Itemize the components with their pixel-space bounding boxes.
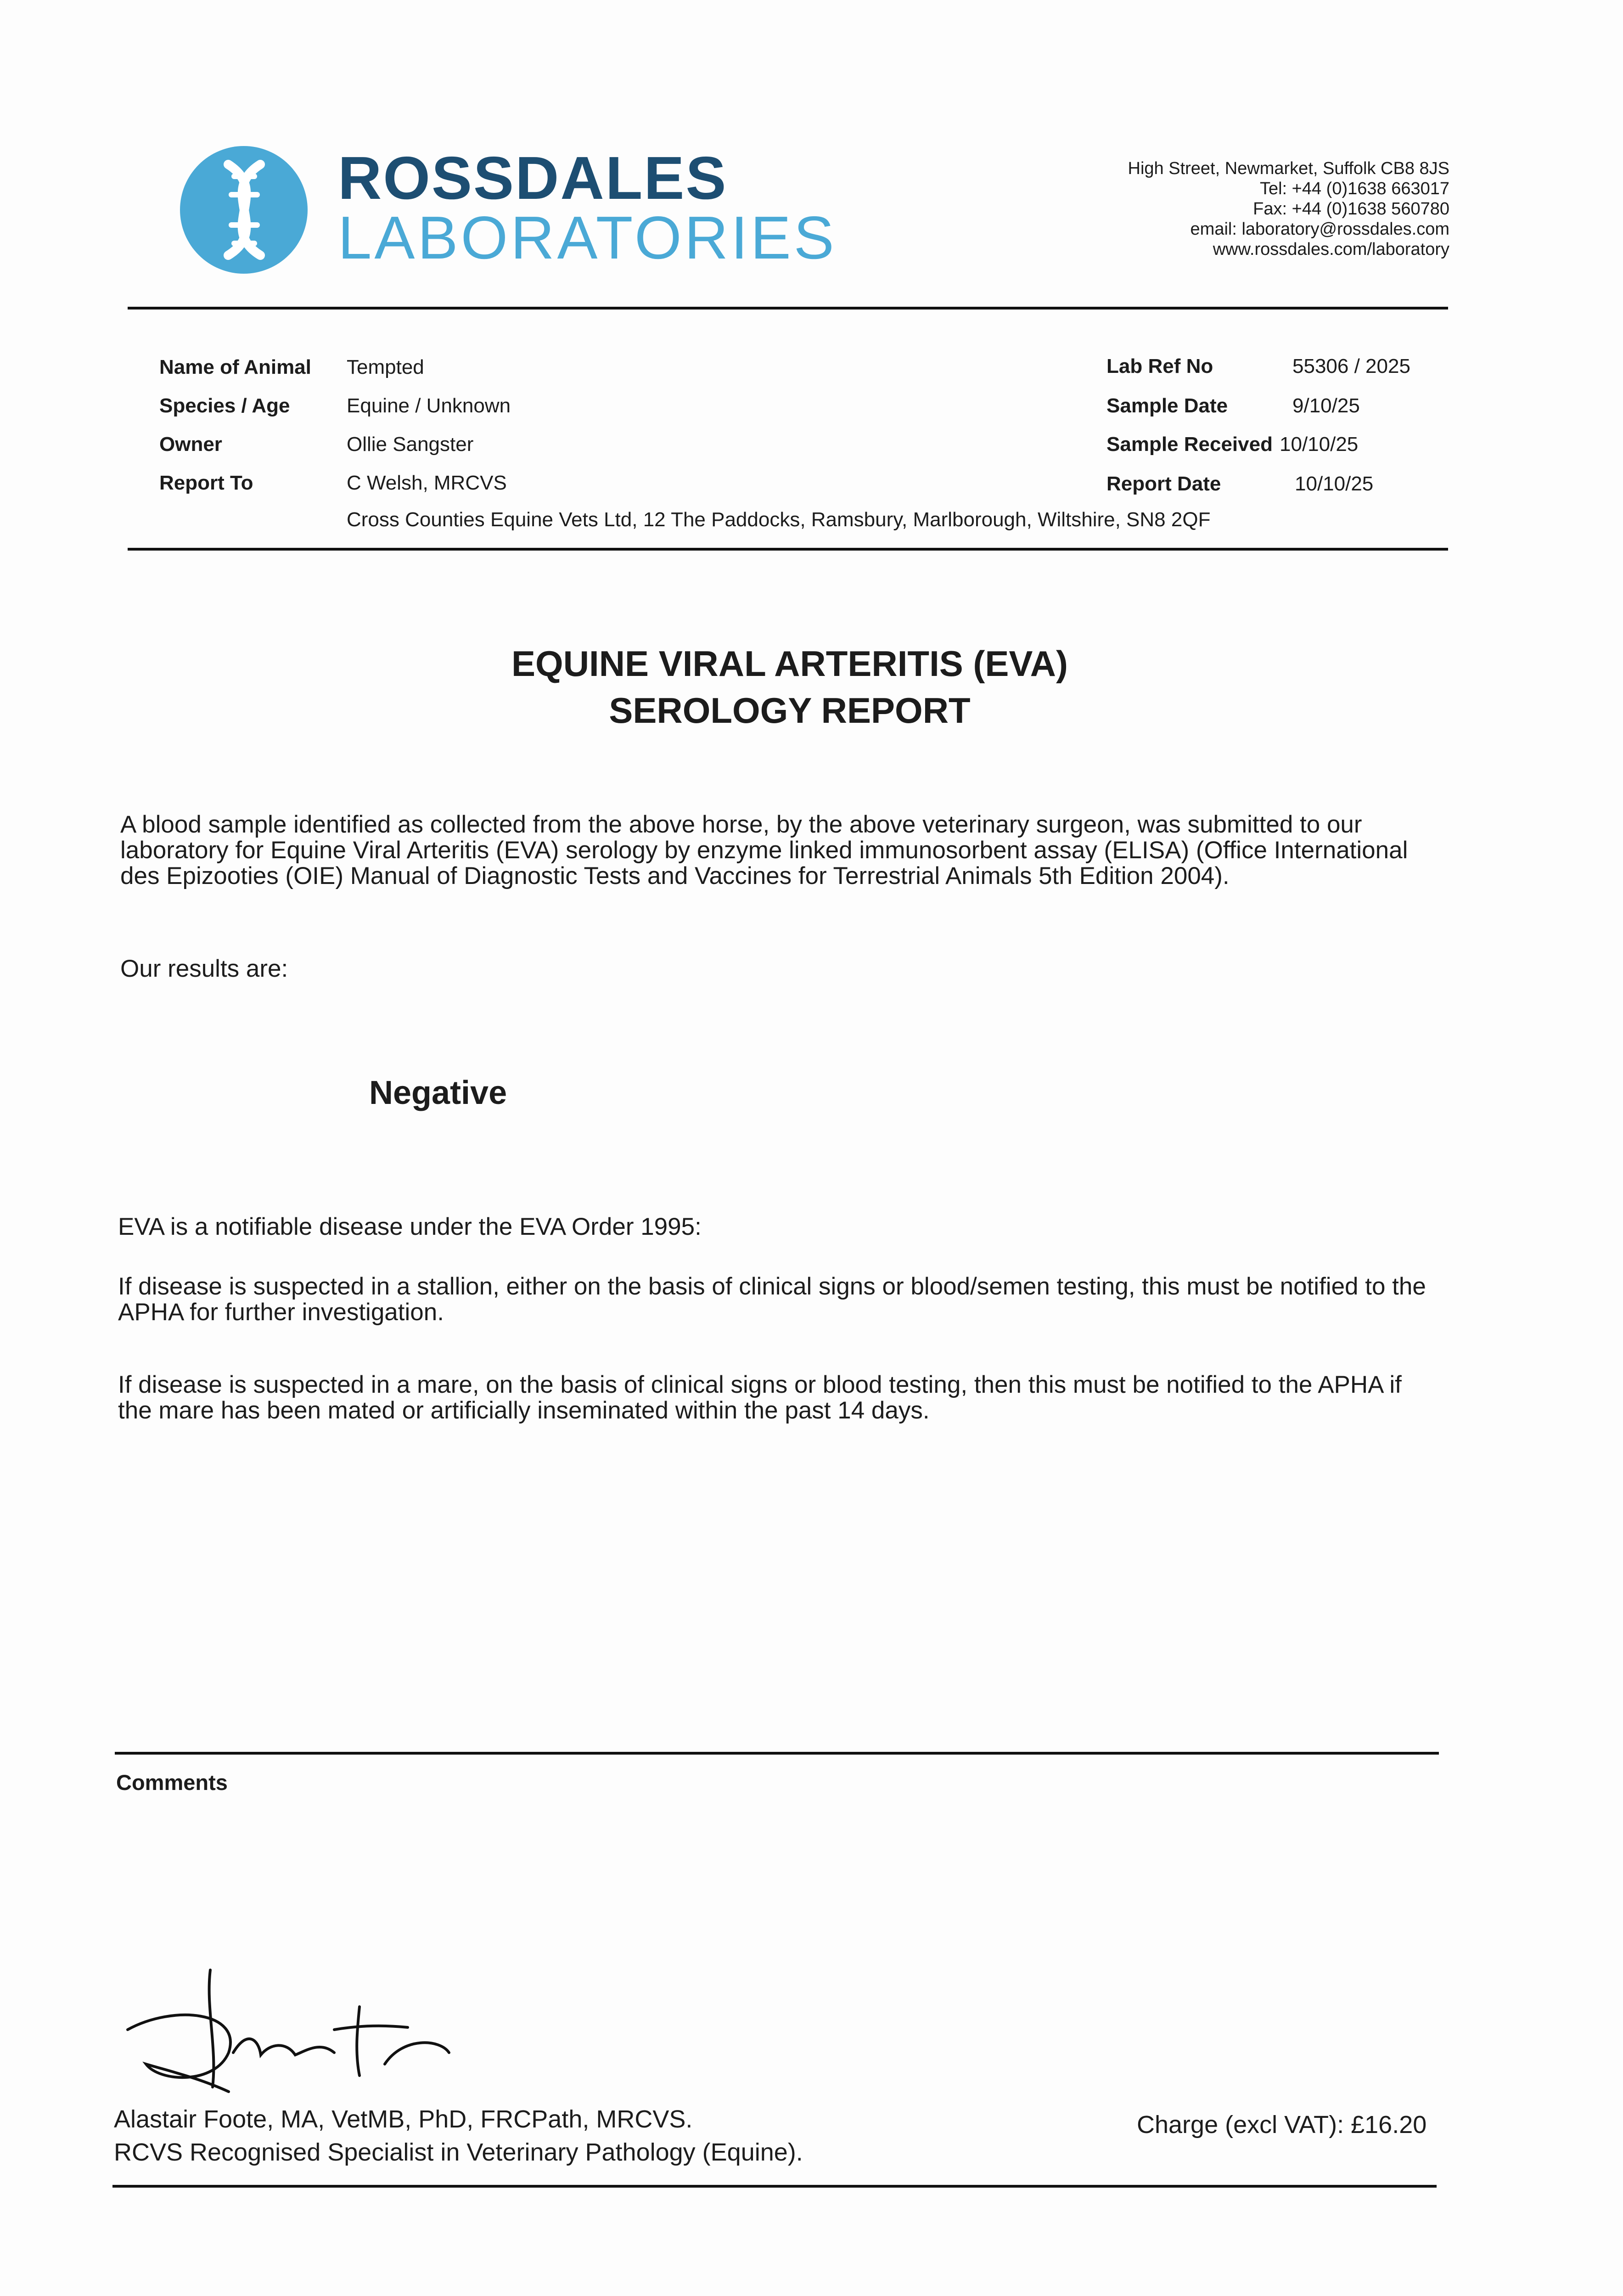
address-street: High Street, Newmarket, Suffolk CB8 8JS	[1128, 159, 1449, 178]
report-date-label: Report Date	[1106, 473, 1221, 495]
lab-address-block	[1128, 158, 1449, 259]
intro-paragraph: A blood sample identified as collected from the above horse, by the above veterinary surgeon, was submitted to our laboratory for Equine Viral Arteritis (EVA) serology by enzyme linked immunosorbent assay (ELISA) (Office International des Epizooties (OIE) Manual of Diagnostic Tests and Vaccines for Terrestrial Animals 5th Edition 2004).	[120, 811, 1408, 889]
report-title-line2: SEROLOGY REPORT	[609, 690, 971, 731]
owner-value: Ollie Sangster	[347, 433, 474, 456]
animal-name-label: Name of Animal	[159, 356, 311, 378]
mare-note: If disease is suspected in a mare, on the basis of clinical signs or blood testing, then this must be notified to the APHA if the mare has been mated or artificially inseminated within the past 14 days.	[118, 1371, 1402, 1424]
comments-label: Comments	[116, 1770, 228, 1795]
address-tel: Tel: +44 (0)1638 663017	[1259, 179, 1449, 198]
report-title-line1: EQUINE VIRAL ARTERITIS (EVA)	[511, 643, 1068, 684]
comments-divider	[115, 1752, 1439, 1755]
sample-date-value: 9/10/25	[1292, 394, 1360, 417]
notifiable-statement: EVA is a notifiable disease under the EVA Order 1995:	[118, 1213, 702, 1240]
results-intro: Our results are:	[120, 955, 288, 982]
sample-date-label: Sample Date	[1106, 394, 1228, 417]
footer-divider	[112, 2185, 1437, 2188]
stallion-note: If disease is suspected in a stallion, either on the basis of clinical signs or blood/semen testing, this must be notified to the APHA for further investigation.	[118, 1273, 1426, 1326]
sample-received-value: 10/10/25	[1280, 433, 1359, 456]
charge-amount: Charge (excl VAT): £16.20	[1137, 2111, 1427, 2138]
logo-wordmark-laboratories: LABORATORIES	[338, 204, 837, 271]
sample-received-label: Sample Received	[1106, 433, 1273, 456]
lab-ref-label: Lab Ref No	[1106, 355, 1213, 377]
address-email: email: laboratory@rossdales.com	[1190, 219, 1449, 239]
logo-wordmark-rossdales: ROSSDALES	[338, 144, 728, 212]
animal-name-value: Tempted	[347, 356, 424, 378]
lab-ref-value: 55306 / 2025	[1292, 355, 1410, 377]
dna-helix-icon	[180, 146, 308, 274]
signatory-name: Alastair Foote, MA, VetMB, PhD, FRCPath, MRCVS.	[114, 2105, 693, 2133]
test-result: Negative	[369, 1075, 507, 1111]
signatory-specialism: RCVS Recognised Specialist in Veterinary Pathology (Equine).	[114, 2138, 803, 2166]
species-age-label: Species / Age	[159, 394, 290, 417]
address-website: www.rossdales.com/laboratory	[1213, 240, 1449, 259]
species-age-value: Equine / Unknown	[347, 394, 511, 417]
owner-label: Owner	[159, 433, 222, 456]
address-fax: Fax: +44 (0)1638 560780	[1253, 199, 1449, 219]
report-to-value: C Welsh, MRCVS	[347, 472, 507, 494]
report-to-address: Cross Counties Equine Vets Ltd, 12 The Paddocks, Ramsbury, Marlborough, Wiltshire, SN8 2QF	[347, 508, 1211, 531]
header-divider	[128, 307, 1448, 310]
handwritten-signature	[118, 1961, 458, 2099]
report-date-value: 10/10/25	[1295, 473, 1374, 495]
report-to-label: Report To	[159, 472, 253, 494]
details-divider	[128, 548, 1448, 551]
